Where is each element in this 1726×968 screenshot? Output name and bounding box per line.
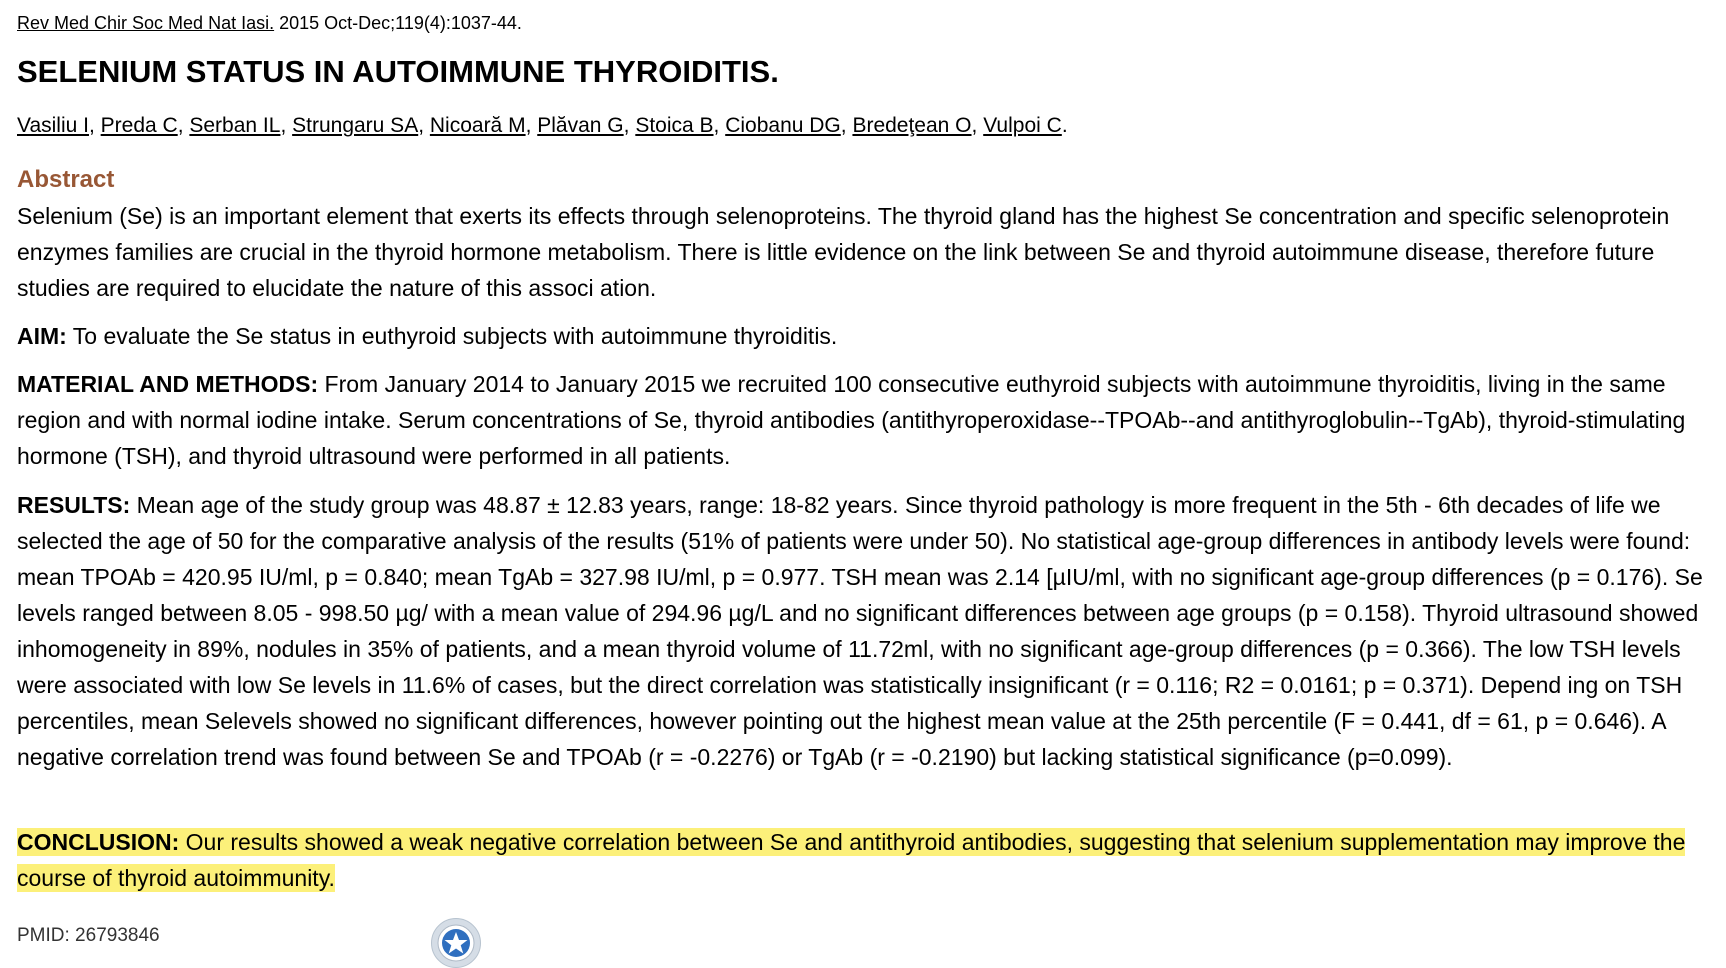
author-link[interactable]: Vulpoi C — [983, 114, 1062, 137]
author-link[interactable]: Preda C — [100, 114, 178, 137]
results-text: Mean age of the study group was 48.87 ± 12.83 years, range: 18-82 years. Since thyroid pathology is more frequent in the 5th - 6th decades of life we selected the age of 50 for the comparative analysis of the results (51% of patients were under 50). No statistical age-group differences in antibody levels were found: mean TPOAb = 420.95 IU/ml, p = 0.840; mean TgAb = 327.98 IU/ml, p = 0.977. TSH mean was 2.14 [µIU/ml, with no significant age-group differences (p = 0.176). Se levels ranged between 8.05 - 998.50 µg/ with a mean value of 294.96 µg/L and no significant differences between age groups (p = 0.158). Thyroid ultrasound showed inhomogeneity in 89%, nodules in 35% of patients, and a mean thyroid volume of 11.72ml, with no significant age-group differences (p = 0.366). The low TSH levels were associated with low Se levels in 11.6% of cases, but the direct correlation was statistically insignificant (r = 0.116; R2 = 0.0161; p = 0.371). Depend ing on TSH percentiles, mean Selevels showed no significant differences, however pointing out the highest mean value at the 25th percentile (F = 0.441, df = 61, p = 0.646). A negative correlation trend was found between Se and TPOAb (r = -0.2276) or TgAb (r = -0.2190) but lacking statistical significance (p=0.099). — [17, 492, 1703, 770]
aim-text: To evaluate the Se status in euthyroid subjects with autoimmune thyroiditis. — [66, 323, 838, 349]
citation-details: 2015 Oct-Dec;119(4):1037-44. — [274, 13, 522, 33]
author-link[interactable]: Bredeţean O — [852, 114, 972, 137]
author-separator: , — [623, 114, 636, 137]
author-link[interactable]: Plăvan G — [537, 114, 624, 137]
favorite-badge[interactable] — [431, 918, 481, 968]
author-list-end: . — [1061, 114, 1068, 137]
methods-label: MATERIAL AND METHODS: — [17, 371, 319, 397]
author-link[interactable]: Strungaru SA — [292, 114, 419, 137]
author-list — [17, 112, 1068, 140]
abstract-results — [17, 487, 1717, 775]
author-separator: , — [525, 114, 538, 137]
abstract-conclusion — [17, 824, 1717, 896]
journal-link[interactable]: Rev Med Chir Soc Med Nat Iasi. — [17, 13, 275, 33]
article-title: SELENIUM STATUS IN AUTOIMMUNE THYROIDITIS. — [17, 54, 779, 89]
conclusion-text: Our results showed a weak negative correlation between Se and antithyroid antibodies, suggesting that selenium supplementation may improve the course of thyroid autoimmunity. — [17, 829, 1686, 891]
author-separator: , — [840, 114, 853, 137]
star-icon — [436, 923, 476, 963]
conclusion-label: CONCLUSION: — [17, 829, 180, 855]
author-link[interactable]: Stoica B — [635, 114, 714, 137]
abstract-intro: Selenium (Se) is an important element that exerts its effects through selenoproteins. The thyroid gland has the highest Se concentration and specific selenoprotein enzymes families are crucial in the thyroid hormone metabolism. There is little evidence on the link between Se and thyroid autoimmune disease, therefore future studies are required to elucidate the nature of this associ ation. — [17, 203, 1670, 301]
methods-text: From January 2014 to January 2015 we recruited 100 consecutive euthyroid subjects with autoimmune thyroiditis, living in the same region and with normal iodine intake. Serum concentrations of Se, thyroid antibodies (antithyroperoxidase--TPOAb--and antithyroglobulin--TgAb), thyroid-stimulating hormone (TSH), and thyroid ultrasound were performed in all patients. — [17, 371, 1686, 469]
citation-line — [17, 11, 522, 35]
author-link[interactable]: Vasiliu I — [17, 114, 89, 137]
author-separator: , — [280, 114, 293, 137]
conclusion-highlight — [17, 828, 1685, 892]
pmid: PMID: 26793846 — [17, 925, 160, 946]
abstract-aim — [17, 318, 1717, 354]
author-separator: , — [418, 114, 430, 137]
author-separator: , — [713, 114, 726, 137]
author-link[interactable]: Ciobanu DG — [725, 114, 841, 137]
author-separator: , — [88, 114, 101, 137]
author-separator: , — [971, 114, 984, 137]
results-label: RESULTS: — [17, 492, 131, 518]
aim-label: AIM: — [17, 323, 67, 349]
abstract-methods — [17, 366, 1717, 474]
author-link[interactable]: Serban IL — [189, 114, 281, 137]
abstract-heading: Abstract — [17, 166, 115, 193]
author-link[interactable]: Nicoară M — [429, 114, 526, 137]
author-separator: , — [177, 114, 190, 137]
